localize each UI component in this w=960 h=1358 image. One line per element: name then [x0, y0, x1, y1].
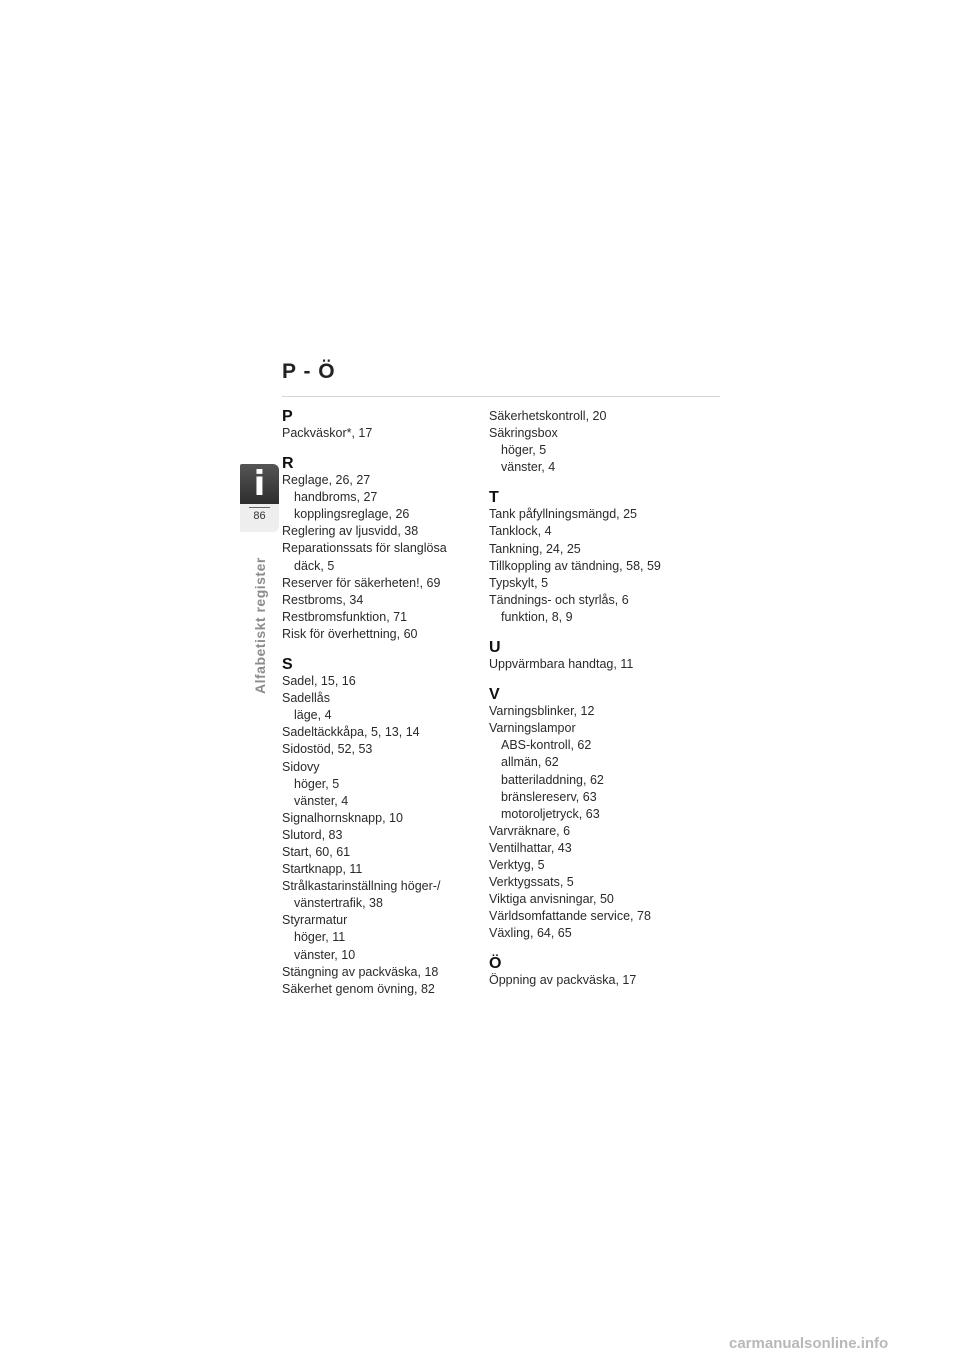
index-letter-heading: V [489, 686, 500, 704]
index-column-left [282, 408, 482, 998]
section-tab [240, 464, 279, 532]
index-subentry: kopplingsreglage, 26 [294, 507, 410, 522]
index-entry: Verktygssats, 5 [489, 875, 574, 890]
index-subentry: höger, 5 [294, 776, 340, 791]
index-entry: Säkerhetskontroll, 20 [489, 409, 607, 423]
index-entry: Varningsblinker, 12 [489, 704, 595, 719]
index-entry: Strålkastarinställning höger-/ [282, 879, 441, 894]
index-entry: Start, 60, 61 [282, 844, 351, 859]
index-entry: Tanklock, 4 [489, 524, 552, 539]
index-entry: Tankning, 24, 25 [489, 541, 581, 556]
index-letter-heading: P [282, 408, 293, 425]
index-letter-heading: R [282, 455, 294, 473]
index-entry: Typskylt, 5 [489, 575, 549, 590]
index-entry: Sadel, 15, 16 [282, 674, 356, 689]
index-entry: Sadeltäckkåpa, 5, 13, 14 [282, 725, 420, 740]
index-subentry: höger, 11 [294, 930, 346, 945]
index-entry: Öppning av packväska, 17 [489, 973, 637, 988]
index-letter-heading: U [489, 639, 501, 657]
index-entry: Sadellås [282, 691, 330, 706]
index-entry: Säkerhet genom övning, 82 [282, 981, 435, 996]
index-entry: Världsomfattande service, 78 [489, 909, 651, 924]
index-subentry: vänster, 4 [294, 793, 349, 808]
title-divider [282, 396, 720, 397]
index-entry: Stängning av packväska, 18 [282, 964, 439, 979]
index-letter-heading: T [489, 489, 499, 507]
page-number: 86 [253, 510, 266, 522]
index-entry: Signalhornsknapp, 10 [282, 810, 403, 825]
index-subentry: handbroms, 27 [294, 490, 378, 505]
index-entry: Säkringsbox [489, 426, 558, 441]
index-entry: Tändnings- och styrlås, 6 [489, 592, 629, 607]
index-subentry: däck, 5 [294, 558, 335, 573]
index-entry: Uppvärmbara handtag, 11 [489, 657, 634, 672]
index-entry: Reserver för säkerheten!, 69 [282, 575, 441, 590]
index-subentry: läge, 4 [294, 708, 332, 723]
index-entry: Styrarmatur [282, 913, 348, 928]
index-entry: Packväskor*, 17 [282, 426, 373, 440]
index-entry: Slutord, 83 [282, 827, 343, 842]
index-subentry: vänster, 4 [501, 460, 556, 475]
index-entry: Tillkoppling av tändning, 58, 59 [489, 558, 661, 573]
index-subentry: vänster, 10 [294, 947, 356, 962]
index-subentry: bränslereserv, 63 [501, 789, 597, 804]
index-entry: Varningslampor [489, 721, 576, 736]
index-entry: Risk för överhettning, 60 [282, 626, 418, 641]
index-letter-heading: S [282, 656, 293, 674]
index-entry: Sidostöd, 52, 53 [282, 742, 373, 757]
index-entry: Restbromsfunktion, 71 [282, 609, 408, 624]
index-entry: Varvräknare, 6 [489, 823, 571, 838]
index-entry: Ventilhattar, 43 [489, 840, 572, 855]
index-entry: Växling, 64, 65 [489, 926, 572, 941]
index-entry: Verktyg, 5 [489, 857, 545, 872]
index-column-right [489, 408, 689, 990]
index-entry: Reglage, 26, 27 [282, 473, 371, 488]
index-entry: Reglering av ljusvidd, 38 [282, 524, 419, 539]
index-entry: Sidovy [282, 759, 320, 774]
index-subentry: ABS-kontroll, 62 [501, 738, 592, 753]
index-subentry: vänstertrafik, 38 [294, 896, 383, 911]
index-subentry: höger, 5 [501, 443, 547, 458]
index-entry: Viktiga anvisningar, 50 [489, 892, 614, 907]
tab-divider [249, 507, 270, 508]
watermark: carmanualsonline.info [729, 1335, 889, 1352]
index-subentry: motoroljetryck, 63 [501, 806, 600, 821]
index-subentry: batteriladdning, 62 [501, 772, 604, 787]
index-entry: Startknapp, 11 [282, 862, 363, 877]
index-entry: Restbroms, 34 [282, 592, 364, 607]
index-entry: Tank påfyllningsmängd, 25 [489, 507, 638, 522]
page-title: P - Ö [282, 360, 336, 383]
index-subentry: allmän, 62 [501, 755, 559, 770]
index-subentry: funktion, 8, 9 [501, 609, 573, 624]
info-icon: i [253, 464, 266, 504]
index-entry: Reparationssats för slanglösa [282, 541, 447, 556]
section-label: Alfabetiskt register [252, 557, 268, 694]
index-letter-heading: Ö [489, 955, 502, 973]
